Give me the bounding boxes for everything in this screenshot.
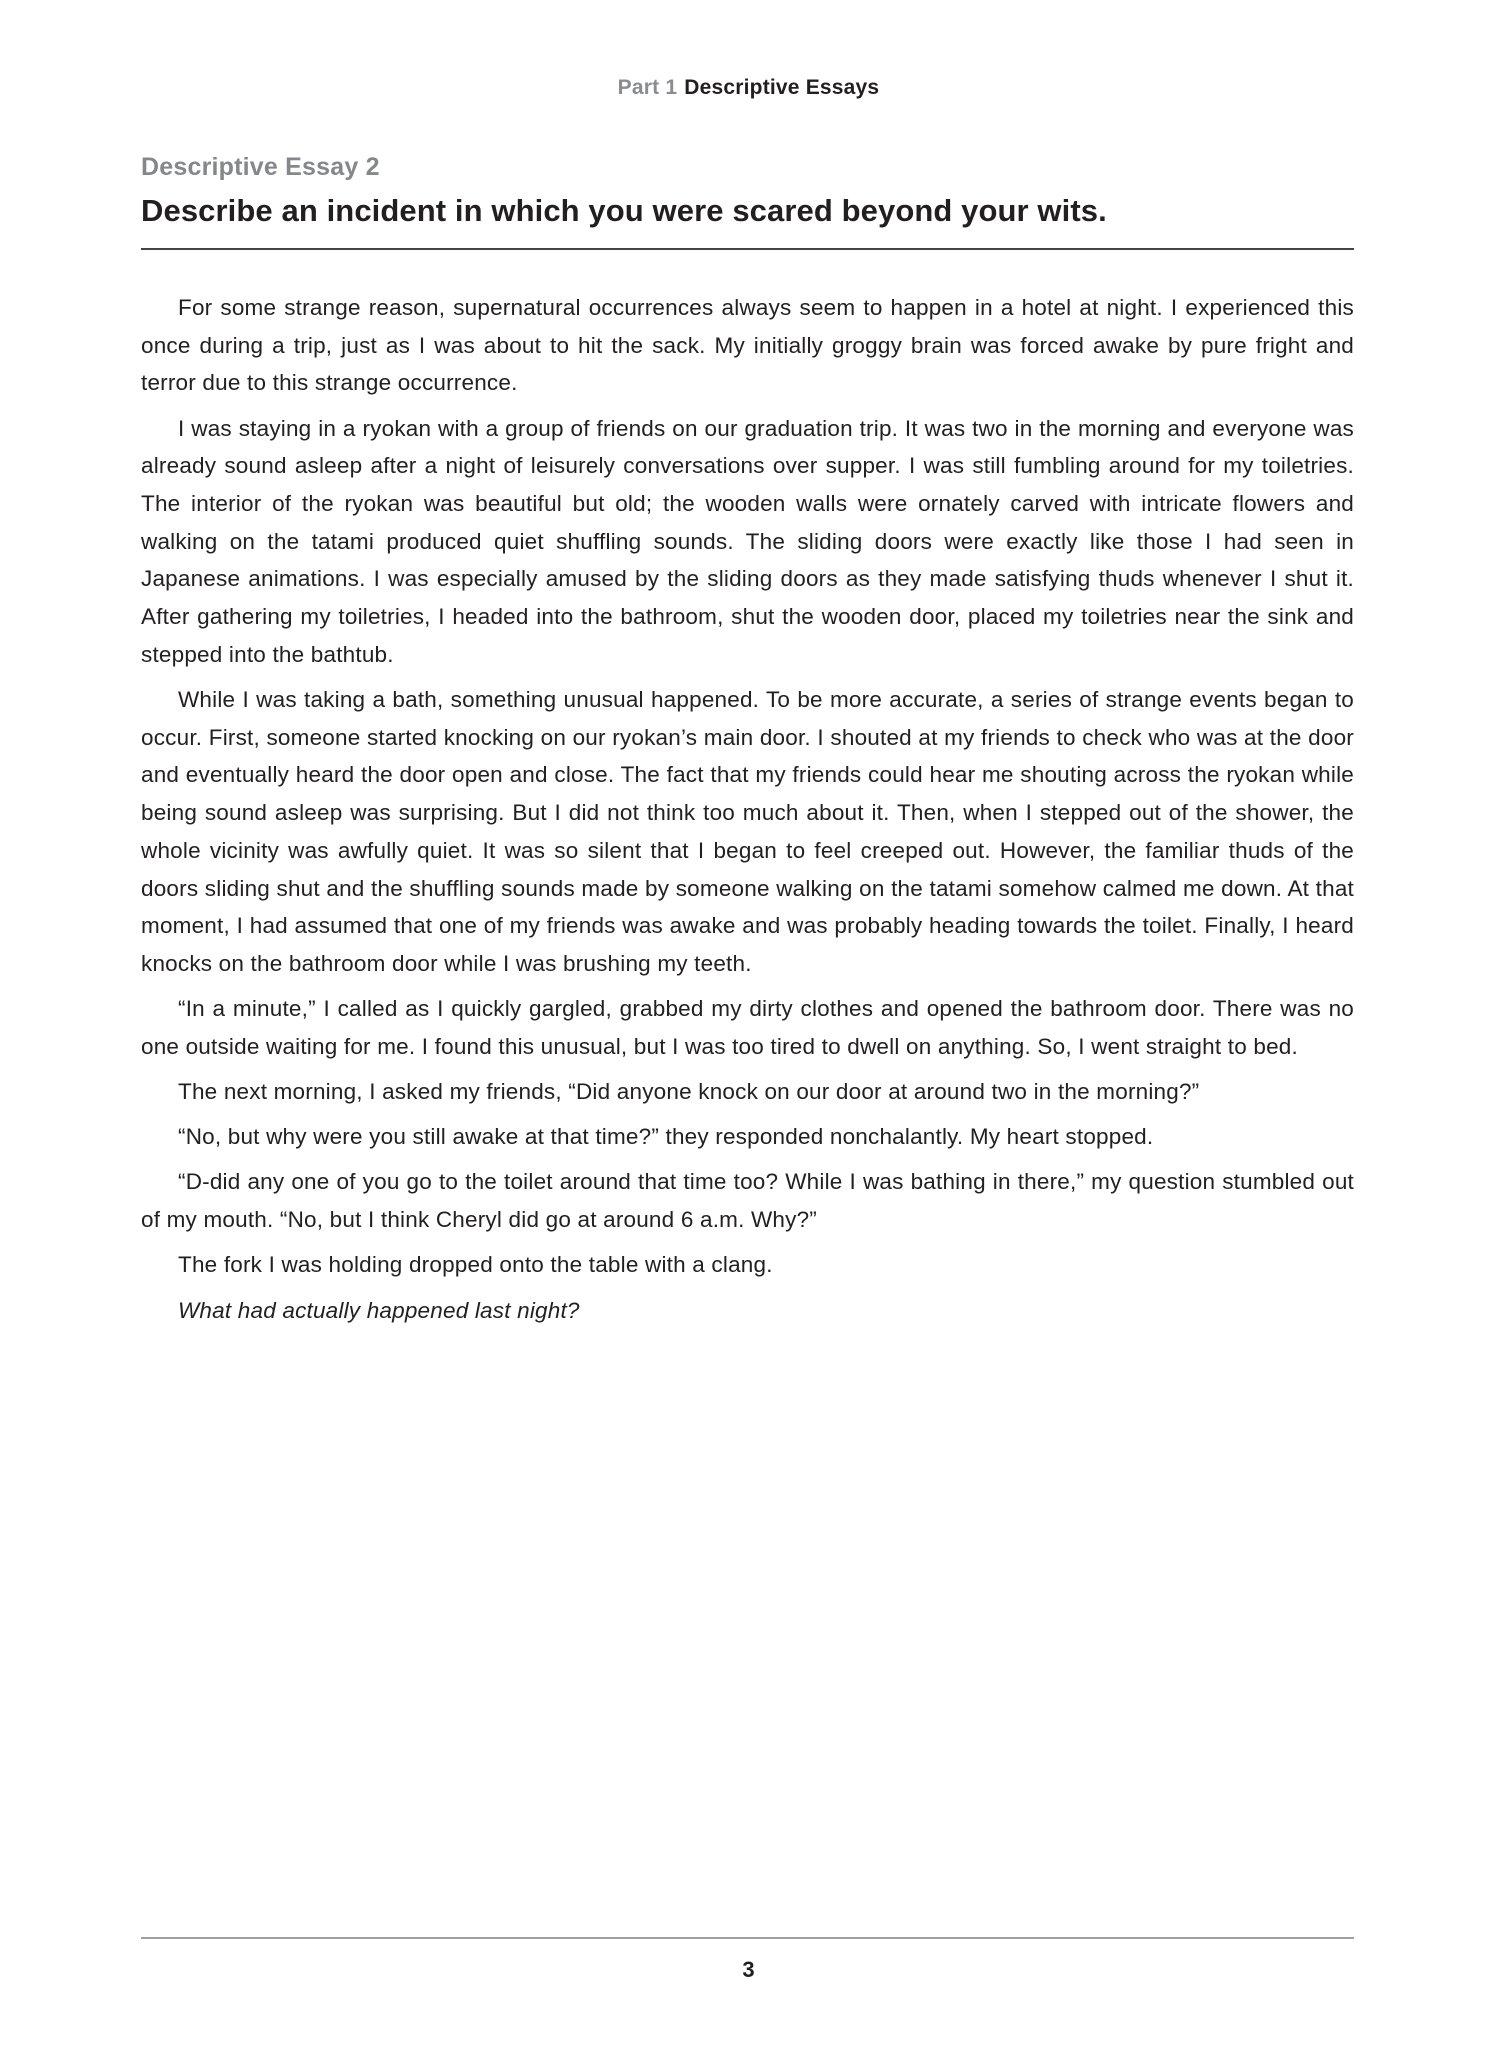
- essay-paragraph: While I was taking a bath, something unusual happened. To be more accurate, a series of strange events began to occur. First, someone started knocking on our ryokan’s main door. I shouted at my friends to check who was at the door and eventually heard the door open and close. The fact that my friends could hear me shouting across the ryokan while being sound asleep was surprising. But I did not think too much about it. Then, when I stepped out of the shower, the whole vicinity was awfully quiet. It was so silent that I began to feel creeped out. However, the familiar thuds of the doors sliding shut and the shuffling sounds made by someone walking on the tatami somehow calmed me down. At that moment, I had assumed that one of my friends was awake and was probably heading towards the toilet. Finally, I heard knocks on the bathroom door while I was brushing my teeth.: [141, 687, 1354, 976]
- essay-paragraph: “No, but why were you still awake at that time?” they responded nonchalantly. My heart stopped.: [178, 1124, 1154, 1150]
- essay-paragraph: I was staying in a ryokan with a group of friends on our graduation trip. It was two in the morning and everyone was already sound asleep after a night of leisurely conversations over supper. I was still fumbling around for my toiletries. The interior of the ryokan was beautiful but old; the wooden walls were ornately carved with intricate flowers and walking on the tatami produced quiet shuffling sounds. The sliding doors were exactly like those I had seen in Japanese animations. I was especially amused by the sliding doors as they made satisfying thuds whenever I shut it. After gathering my toiletries, I headed into the bathroom, shut the wooden door, placed my toiletries near the sink and stepped into the bathtub.: [141, 415, 1354, 667]
- essay-paragraph: “In a minute,” I called as I quickly gargled, grabbed my dirty clothes and opened the bathroom door. There was no one outside waiting for me. I found this unusual, but I was too tired to dwell on anything. So, I went straight to bed.: [141, 996, 1354, 1059]
- running-header-part-title: Descriptive Essays: [684, 76, 880, 99]
- essay-paragraph: For some strange reason, supernatural occurrences always seem to happen in a hotel at night. I experienced this once during a trip, just as I was about to hit the sack. My initially groggy brain was forced awake by pure fright and terror due to this strange occurrence.: [141, 295, 1354, 396]
- essay-title: Describe an incident in which you were scared beyond your wits.: [141, 193, 1107, 228]
- essay-paragraph: The next morning, I asked my friends, “Did anyone knock on our door at around two in the morning?”: [178, 1079, 1200, 1105]
- essay-paragraph: “D-did any one of you go to the toilet around that time too? While I was bathing in there,” my question stumbled out of my mouth. “No, but I think Cheryl did go at around 6 a.m. Why?”: [141, 1169, 1354, 1233]
- essay-paragraph: The fork I was holding dropped onto the table with a clang.: [178, 1252, 773, 1278]
- title-underline-rule: [141, 248, 1354, 250]
- essay-closing-line: What had actually happened last night?: [178, 1297, 580, 1323]
- running-header: [0, 76, 1497, 100]
- essay-body: [141, 289, 1354, 1337]
- running-header-part-label: Part 1: [617, 76, 678, 99]
- page-number: 3: [742, 1957, 755, 1982]
- essay-number-label: Descriptive Essay 2: [141, 153, 380, 181]
- footer-rule: [141, 1937, 1354, 1939]
